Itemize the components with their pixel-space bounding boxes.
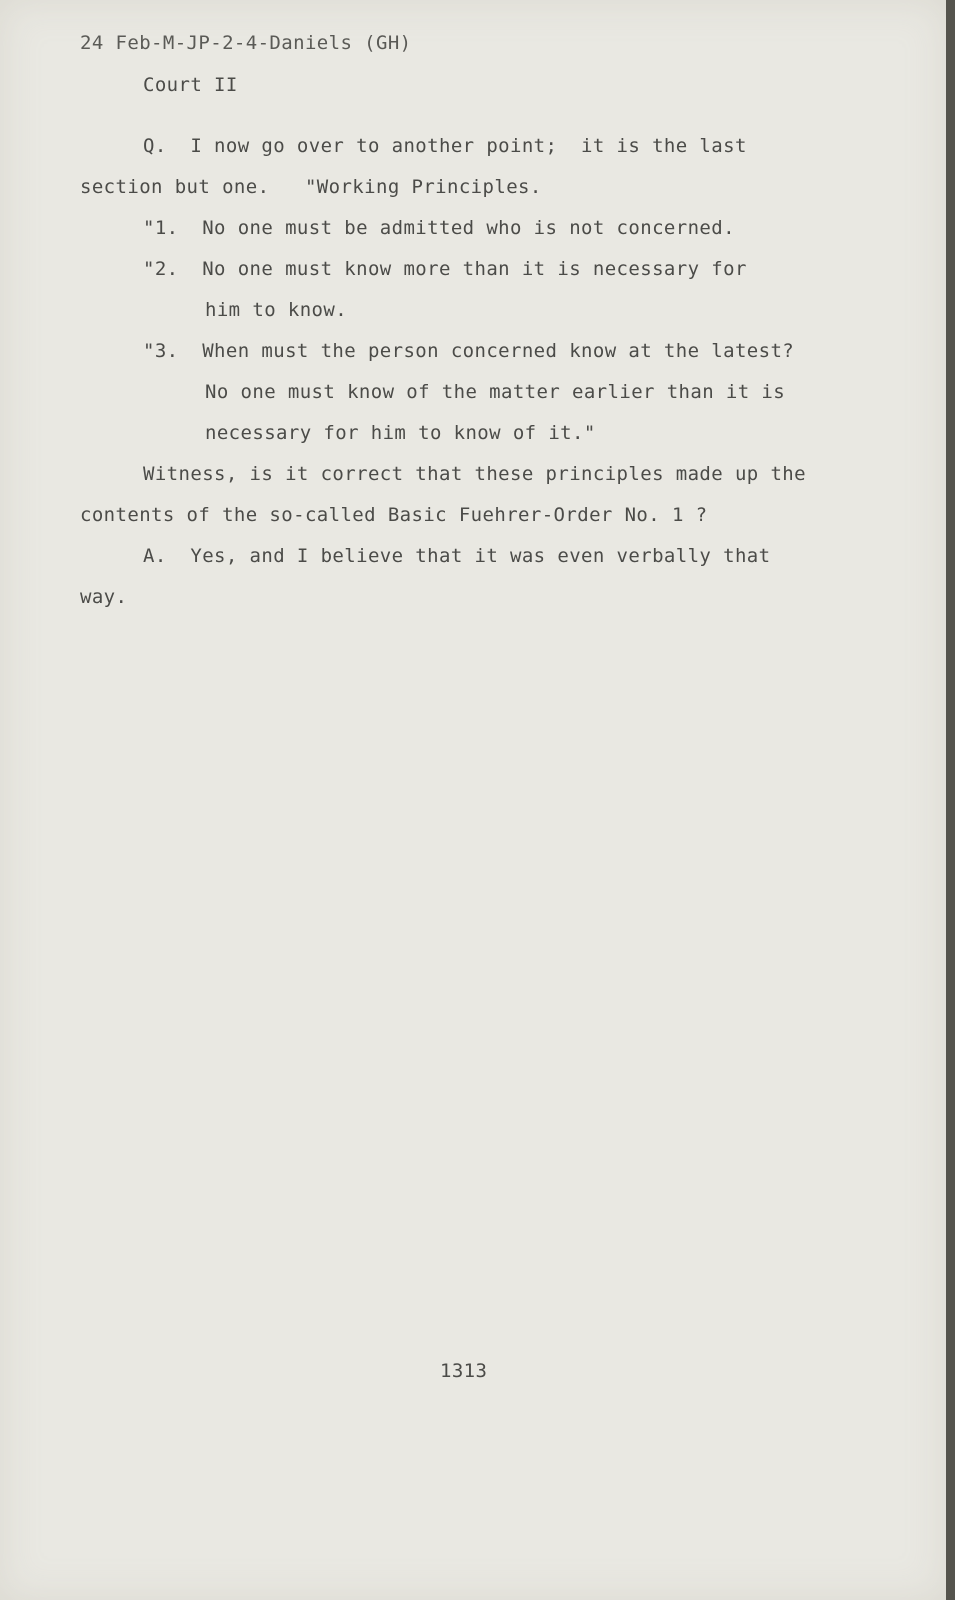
text-line: Q. I now go over to another point; it is the last [143,135,747,157]
text-line: section but one. "Working Principles. [80,176,542,198]
text-line: him to know. [205,299,348,321]
text-line: Witness, is it correct that these principles made up the [143,463,806,485]
text-line: contents of the so-called Basic Fuehrer-Order No. 1 ? [80,504,708,526]
text-line: necessary for him to know of it." [205,422,596,444]
page-edge [946,0,955,1600]
page-number: 1313 [440,1360,488,1382]
text-line: "2. No one must know more than it is necessary for [143,258,747,280]
court-label: Court II [143,74,238,96]
text-line: "3. When must the person concerned know at the latest? [143,340,795,362]
text-line: No one must know of the matter earlier than it is [205,381,786,403]
text-line: "1. No one must be admitted who is not concerned. [143,217,735,239]
page-header: 24 Feb-M-JP-2-4-Daniels (GH) [80,32,412,54]
text-line: way. [80,586,128,608]
text-line: A. Yes, and I believe that it was even verbally that [143,545,771,567]
